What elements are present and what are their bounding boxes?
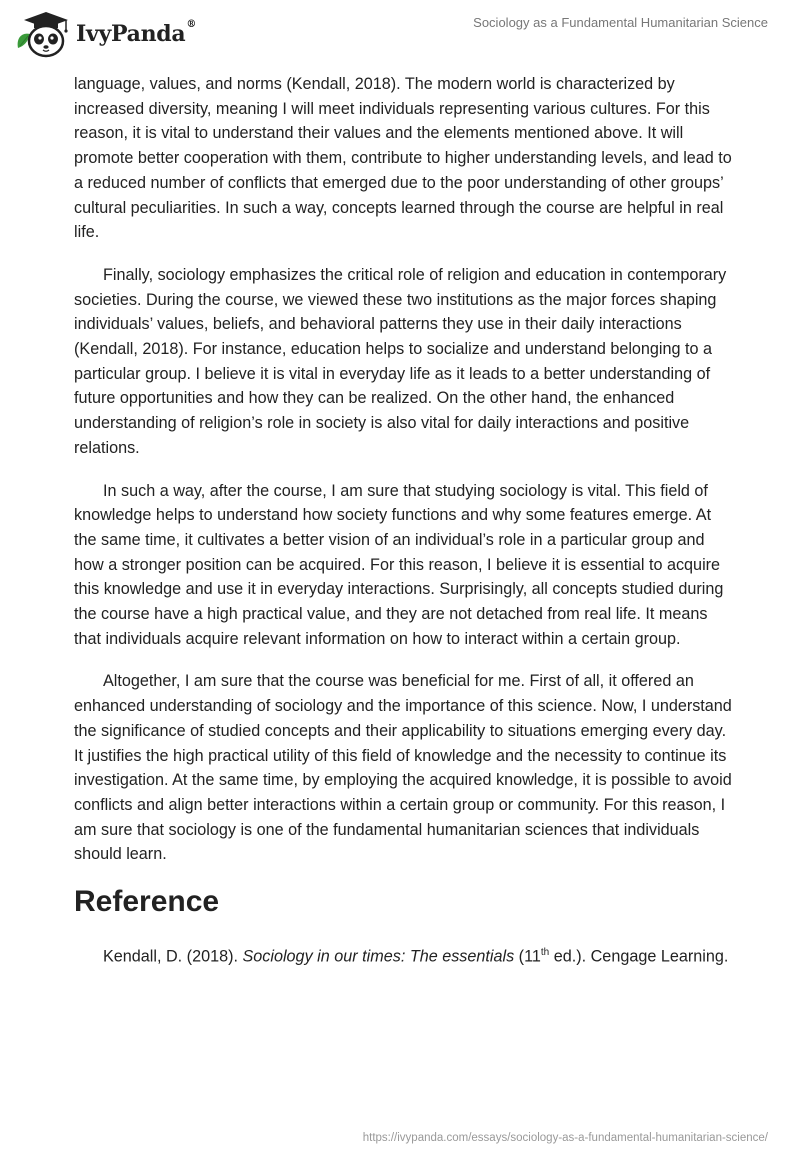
essay-content — [74, 72, 734, 987]
reference-author: Kendall, D. (2018). — [103, 947, 243, 966]
panda-logo-icon — [14, 8, 74, 60]
paragraph-3: In such a way, after the course, I am sure that studying sociology is vital. This field of knowledge helps to understand how society functions and why some features emerge. At the same time, it cultivates a better vision of an individual’s role in a particular group and how a stronger position can be acquired. For this reason, I believe it is essential to acquire this knowledge and use it in everyday interactions. Surprisingly, all concepts studied during the course have a high practical value, and they are not detached from real life. It means that individuals acquire relevant information on how to interact within a certain group. — [74, 481, 724, 648]
ivypanda-logo[interactable] — [14, 8, 196, 60]
reference-book-title: Sociology in our times: The essentials — [242, 947, 515, 966]
reference-edition-close: ed.). Cengage Learning. — [549, 947, 729, 966]
paragraph-2: Finally, sociology emphasizes the critical role of religion and education in contemporary societies. During the course, we viewed these two institutions as the major forces shaping individuals’ values, beliefs, and behavioral patterns they use in their daily interactions (Kendall, 2018). For instance, education helps to socialize and understand belonging to a particular group. I believe it is vital in everyday life as it leads to a better understanding of future opportunities and how they can be realized. On the other hand, the enhanced understanding of religion’s role in society is also vital for daily interactions and positive relations. — [74, 265, 727, 457]
paragraph-1: language, values, and norms (Kendall, 2018). The modern world is characterized by increased diversity, meaning I will meet individuals representing various cultures. For this reason, it is vital to understand their values and the elements mentioned above. It will promote better cooperation with them, contribute to higher understanding levels, and lead to a reduced number of conflicts that emerged due to the poor understanding of other groups’ cultural peculiarities. In such a way, concepts learned through the course are helpful in real life. — [74, 75, 732, 242]
reference-edition-sup: th — [540, 947, 550, 959]
logo-wordmark — [76, 21, 196, 47]
source-url[interactable]: https://ivypanda.com/essays/sociology-as-a-fundamental-humanitarian-science/ — [362, 1132, 768, 1144]
document-title: Sociology as a Fundamental Humanitarian Science — [473, 15, 768, 30]
logo-name: IvyPanda — [76, 21, 186, 47]
reference-heading: Reference — [74, 885, 220, 919]
reference-entry — [74, 941, 734, 969]
logo-registered-mark: ® — [186, 19, 197, 30]
page-header — [0, 0, 800, 70]
reference-edition-open: (11 — [514, 947, 541, 966]
paragraph-4: Altogether, I am sure that the course was beneficial for me. First of all, it offered an enhanced understanding of sociology and the importance of this science. Now, I understand the significance of studied concepts and their applicability to situations emerging every day. It justifies the high practical utility of this field of knowledge and the necessity to continue its investigation. At the same time, by employing the acquired knowledge, it is possible to avoid conflicts and align better interactions within a certain group or community. For this reason, I am sure that sociology is one of the fundamental humanitarian sciences that individuals should learn. — [74, 672, 732, 864]
